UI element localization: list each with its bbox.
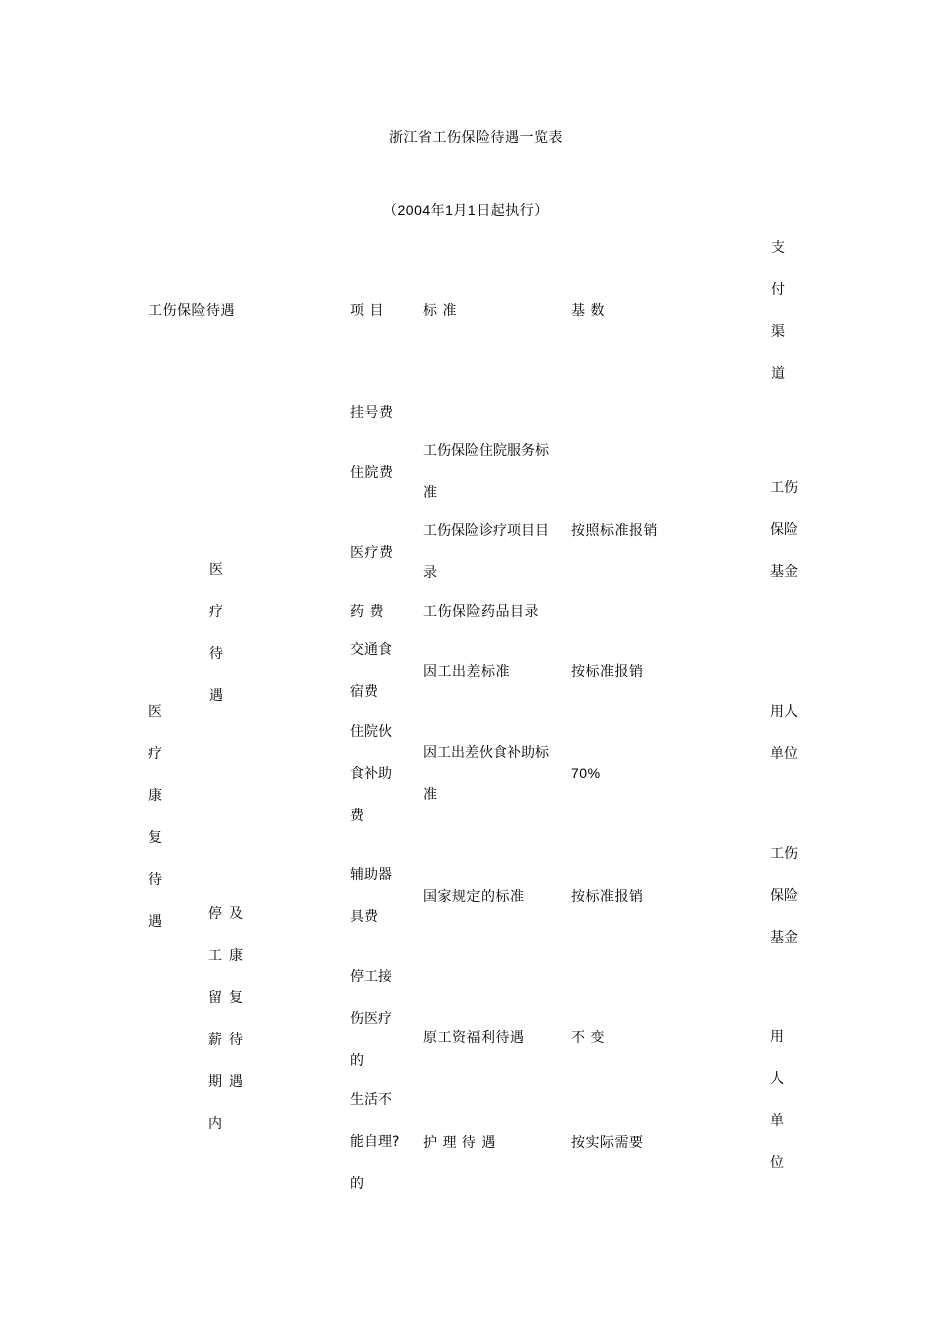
- standard-meal-subsidy: 因工出差伙食补助标 准: [423, 745, 549, 803]
- item-self-care: 生活不 能自理? 的: [350, 1092, 400, 1192]
- header-item: 项 目: [350, 303, 384, 319]
- header-category: 工伤保险待遇: [148, 303, 235, 319]
- standard-drug-fee: 工伤保险药品目录: [423, 604, 539, 620]
- stop-work-line: 内: [208, 1116, 229, 1132]
- item-meal-subsidy: 住院伙 食补助 费: [350, 724, 392, 824]
- header-standard: 标 准: [423, 303, 457, 319]
- stop-work-line: 停及: [208, 906, 250, 922]
- standard-medical-fee: 工伤保险诊疗项目目 录: [423, 523, 549, 581]
- group-medical-rehab: 医 疗 康 复 待 遇: [148, 704, 162, 930]
- channel-employer-1: 用人 单位: [770, 704, 798, 762]
- header-base: 基 数: [571, 303, 605, 319]
- channel-fund-2: 工伤 保险 基金: [770, 846, 798, 946]
- page-title: 浙江省工伤保险待遇一览表: [389, 130, 563, 146]
- stop-work-line: 期遇: [208, 1074, 250, 1090]
- item-registration-fee: 挂号费: [350, 405, 394, 421]
- page-subtitle: （2004年1月1日起执行）: [383, 202, 549, 218]
- group-medical-treatment: 医 疗 待 遇: [209, 562, 223, 704]
- base-nursing: 按实际需要: [571, 1135, 644, 1151]
- stop-work-line: 留复: [208, 990, 250, 1006]
- item-stop-work-treatment: 停工接 伤医疗 的: [350, 969, 392, 1069]
- item-drug-fee: 药 费: [350, 604, 384, 620]
- item-medical-fee: 医疗费: [350, 545, 394, 561]
- base-stop-work: 不 变: [571, 1030, 605, 1046]
- standard-nursing: 护 理 待 遇: [423, 1135, 496, 1151]
- base-medical-fee: 按照标准报销: [571, 523, 658, 539]
- channel-employer-2: 用 人 单 位: [770, 1029, 784, 1171]
- standard-hospital-fee: 工伤保险住院服务标 准: [423, 443, 549, 501]
- base-travel-fee: 按标准报销: [571, 664, 644, 680]
- item-assistive-device: 辅助器 具费: [350, 867, 392, 925]
- base-meal-subsidy: 70%: [571, 765, 601, 781]
- standard-assistive-device: 国家规定的标准: [423, 889, 525, 905]
- item-hospital-fee: 住院费: [350, 465, 394, 481]
- standard-stop-work: 原工资福利待遇: [423, 1030, 525, 1046]
- standard-travel-fee: 因工出差标准: [423, 664, 510, 680]
- group-stop-work: [208, 893, 250, 1145]
- channel-fund-1: 工伤 保险 基金: [770, 480, 798, 580]
- stop-work-line: 工康: [208, 948, 250, 964]
- header-channel: 支 付 渠 道: [771, 240, 785, 382]
- base-assistive-device: 按标准报销: [571, 889, 644, 905]
- stop-work-line: 薪待: [208, 1032, 250, 1048]
- item-travel-fee: 交通食 宿费: [350, 642, 392, 700]
